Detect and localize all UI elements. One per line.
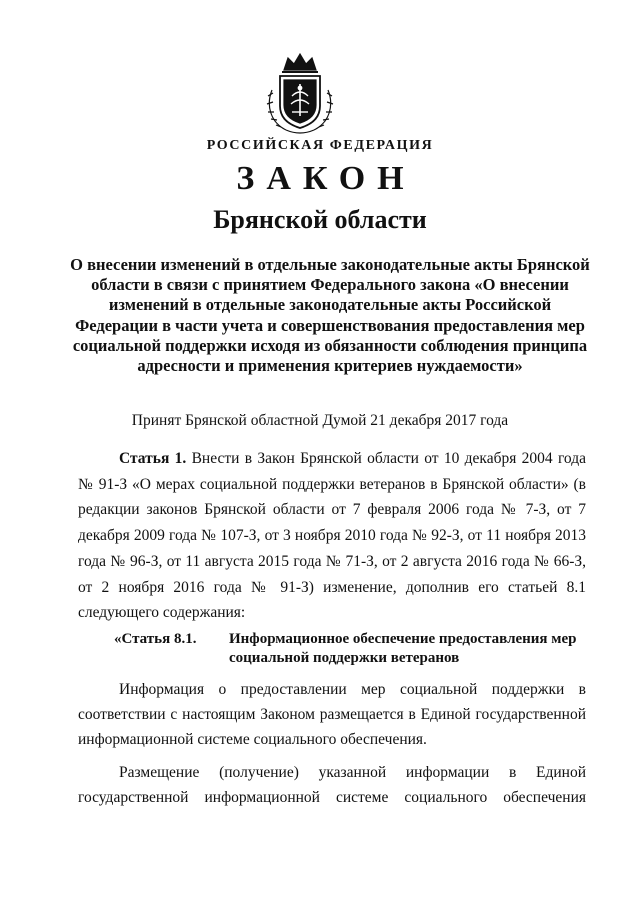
country-name: РОССИЙСКАЯ ФЕДЕРАЦИЯ <box>206 138 434 153</box>
adoption-note: Принят Брянской областной Думой 21 декабря 2017 года <box>131 412 509 429</box>
law-title: О внесении изменений в отдельные законодательные акты Брянской области в связи с принятием Федерального закона «О внесении изменений в отдельные законодательные акты Российской Федерации в части учета и совершенствования предоставления мер социальной поддержки исходя из обязанности соблюдения принципа адресности и применения критериев нуждаемости» <box>70 255 590 376</box>
article-8-1-title: Информационное обеспечение предоставления мер социальной поддержки ветеранов <box>229 631 577 666</box>
paragraph-information: Информация о предоставлении мер социальной поддержки в соответствии с настоящим Законом размещается в Единой государственной информационной системе социального обеспечения. <box>78 681 586 748</box>
paragraph-placement: Размещение (получение) указанной информации в Единой государственной информационной системе социального обеспечения <box>78 764 586 806</box>
document-type: ЗАКОН <box>236 160 416 197</box>
article-1-text: Внести в Закон Брянской области от 10 декабря 2004 года № 91-З «О мерах социальной поддержки ветеранов в Брянской области» (в редакции законов Брянской области от 7 февраля 2006 года № 7-З, от 7 декабря 2009 года № 107-З, от 3 ноября 2010 года № 92-З, от 11 ноября 2013 года № 96-З, от 11 августа 2015 года № 71-З, от 2 августа 2016 года № 66-З, от 2 ноября 2016 года № 91-З) изменение, дополнив его статьей 8.1 следующего содержания: <box>78 450 586 622</box>
region-name: Брянской области <box>213 205 427 234</box>
coat-of-arms-icon <box>262 50 338 136</box>
article-1-heading: Статья 1. <box>119 450 187 467</box>
article-1 <box>78 446 586 626</box>
article-8-1-label: «Статья 8.1. <box>114 631 197 647</box>
